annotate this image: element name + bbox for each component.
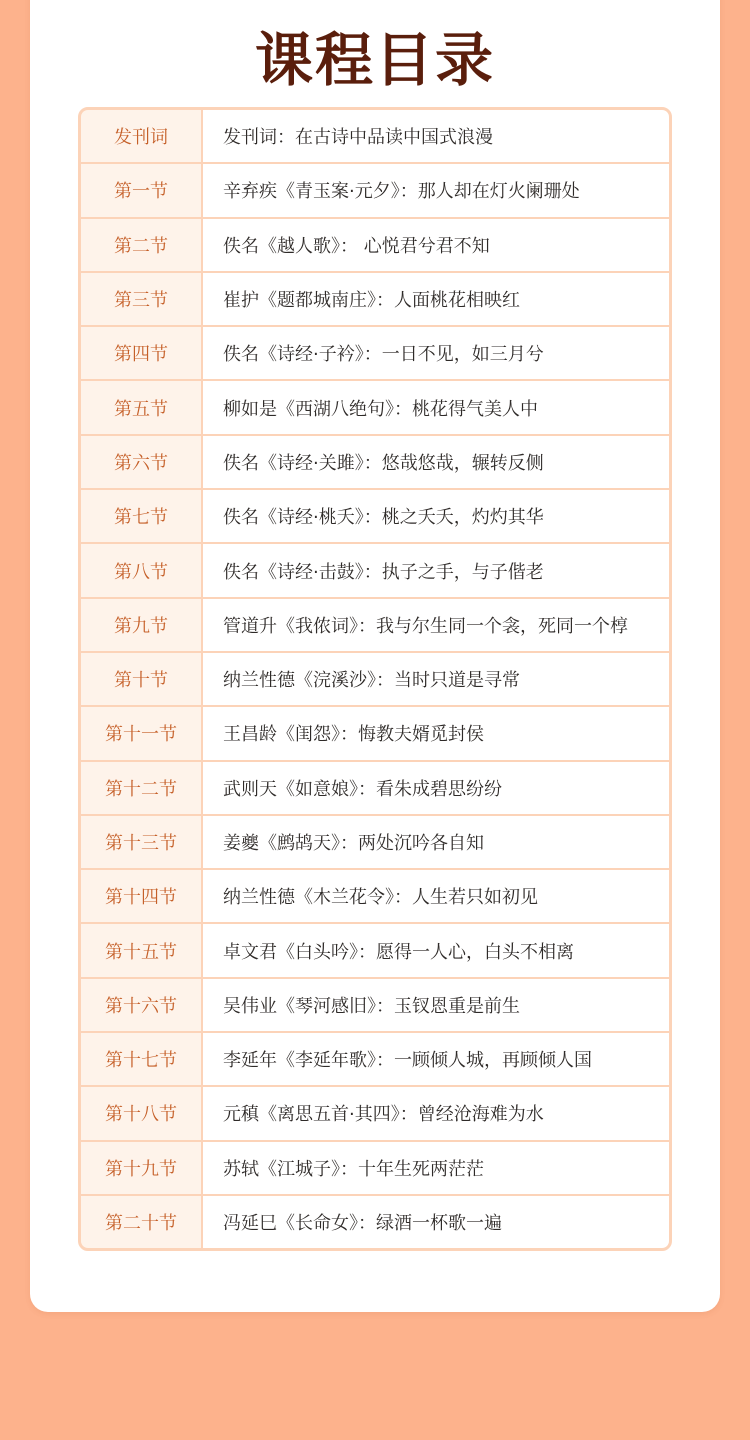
catalog-row-20[interactable] bbox=[81, 1196, 669, 1248]
row-title: 姜夔《鹧鸪天》：两处沉吟各自知 bbox=[203, 816, 669, 868]
row-label: 第五节 bbox=[81, 381, 201, 433]
row-title: 卓文君《白头吟》：愿得一人心，白头不相离 bbox=[203, 924, 669, 976]
catalog-row-17[interactable] bbox=[81, 1033, 669, 1085]
row-title: 苏轼《江城子》：十年生死两茫茫 bbox=[203, 1142, 669, 1194]
row-label: 第十四节 bbox=[81, 870, 201, 922]
row-label: 第十九节 bbox=[81, 1142, 201, 1194]
row-label: 第三节 bbox=[81, 273, 201, 325]
row-title: 纳兰性德《木兰花令》：人生若只如初见 bbox=[203, 870, 669, 922]
row-label: 第十一节 bbox=[81, 707, 201, 759]
row-label: 第十五节 bbox=[81, 924, 201, 976]
row-label: 第二十节 bbox=[81, 1196, 201, 1248]
row-label: 第六节 bbox=[81, 436, 201, 488]
row-title: 吴伟业《琴河感旧》：玉钗恩重是前生 bbox=[203, 979, 669, 1031]
catalog-row-7[interactable] bbox=[81, 490, 669, 542]
row-title: 佚名《诗经·击鼓》：执子之手，与子偕老 bbox=[203, 544, 669, 596]
catalog-row-10[interactable] bbox=[81, 653, 669, 705]
row-title: 冯延巳《长命女》：绿酒一杯歌一遍 bbox=[203, 1196, 669, 1248]
row-title: 佚名《诗经·桃夭》：桃之夭夭，灼灼其华 bbox=[203, 490, 669, 542]
catalog-row-2[interactable] bbox=[81, 219, 669, 271]
row-title: 发刊词：在古诗中品读中国式浪漫 bbox=[203, 110, 669, 162]
row-title: 崔护《题都城南庄》：人面桃花相映红 bbox=[203, 273, 669, 325]
course-catalog-table bbox=[78, 107, 672, 1251]
row-label: 第十二节 bbox=[81, 762, 201, 814]
row-label: 第二节 bbox=[81, 219, 201, 271]
catalog-row-6[interactable] bbox=[81, 436, 669, 488]
row-label: 第十六节 bbox=[81, 979, 201, 1031]
catalog-row-5[interactable] bbox=[81, 381, 669, 433]
catalog-row-8[interactable] bbox=[81, 544, 669, 596]
row-label: 第十节 bbox=[81, 653, 201, 705]
row-label: 第七节 bbox=[81, 490, 201, 542]
row-title: 佚名《越人歌》： 心悦君兮君不知 bbox=[203, 219, 669, 271]
row-title: 元稹《离思五首·其四》：曾经沧海难为水 bbox=[203, 1087, 669, 1139]
catalog-row-1[interactable] bbox=[81, 164, 669, 216]
row-title: 佚名《诗经·关雎》：悠哉悠哉，辗转反侧 bbox=[203, 436, 669, 488]
catalog-row-18[interactable] bbox=[81, 1087, 669, 1139]
catalog-row-16[interactable] bbox=[81, 979, 669, 1031]
catalog-row-12[interactable] bbox=[81, 762, 669, 814]
catalog-row-14[interactable] bbox=[81, 870, 669, 922]
row-label: 第十八节 bbox=[81, 1087, 201, 1139]
catalog-row-13[interactable] bbox=[81, 816, 669, 868]
row-title: 武则天《如意娘》：看朱成碧思纷纷 bbox=[203, 762, 669, 814]
row-label: 第八节 bbox=[81, 544, 201, 596]
catalog-row-15[interactable] bbox=[81, 924, 669, 976]
row-title: 李延年《李延年歌》：一顾倾人城，再顾倾人国 bbox=[203, 1033, 669, 1085]
row-title: 柳如是《西湖八绝句》：桃花得气美人中 bbox=[203, 381, 669, 433]
row-label: 第四节 bbox=[81, 327, 201, 379]
catalog-row-3[interactable] bbox=[81, 273, 669, 325]
row-title: 辛弃疾《青玉案·元夕》：那人却在灯火阑珊处 bbox=[203, 164, 669, 216]
row-title: 佚名《诗经·子衿》：一日不见，如三月兮 bbox=[203, 327, 669, 379]
row-label: 第十七节 bbox=[81, 1033, 201, 1085]
catalog-row-9[interactable] bbox=[81, 599, 669, 651]
row-label: 发刊词 bbox=[81, 110, 201, 162]
page-title: 课程目录 bbox=[254, 26, 495, 94]
row-label: 第九节 bbox=[81, 599, 201, 651]
row-label: 第一节 bbox=[81, 164, 201, 216]
row-title: 王昌龄《闺怨》：悔教夫婿觅封侯 bbox=[203, 707, 669, 759]
row-title: 管道升《我侬词》：我与尔生同一个衾，死同一个椁 bbox=[203, 599, 669, 651]
catalog-row-11[interactable] bbox=[81, 707, 669, 759]
row-title: 纳兰性德《浣溪沙》：当时只道是寻常 bbox=[203, 653, 669, 705]
catalog-row-4[interactable] bbox=[81, 327, 669, 379]
catalog-row-19[interactable] bbox=[81, 1142, 669, 1194]
catalog-row-preface[interactable] bbox=[81, 110, 669, 162]
row-label: 第十三节 bbox=[81, 816, 201, 868]
